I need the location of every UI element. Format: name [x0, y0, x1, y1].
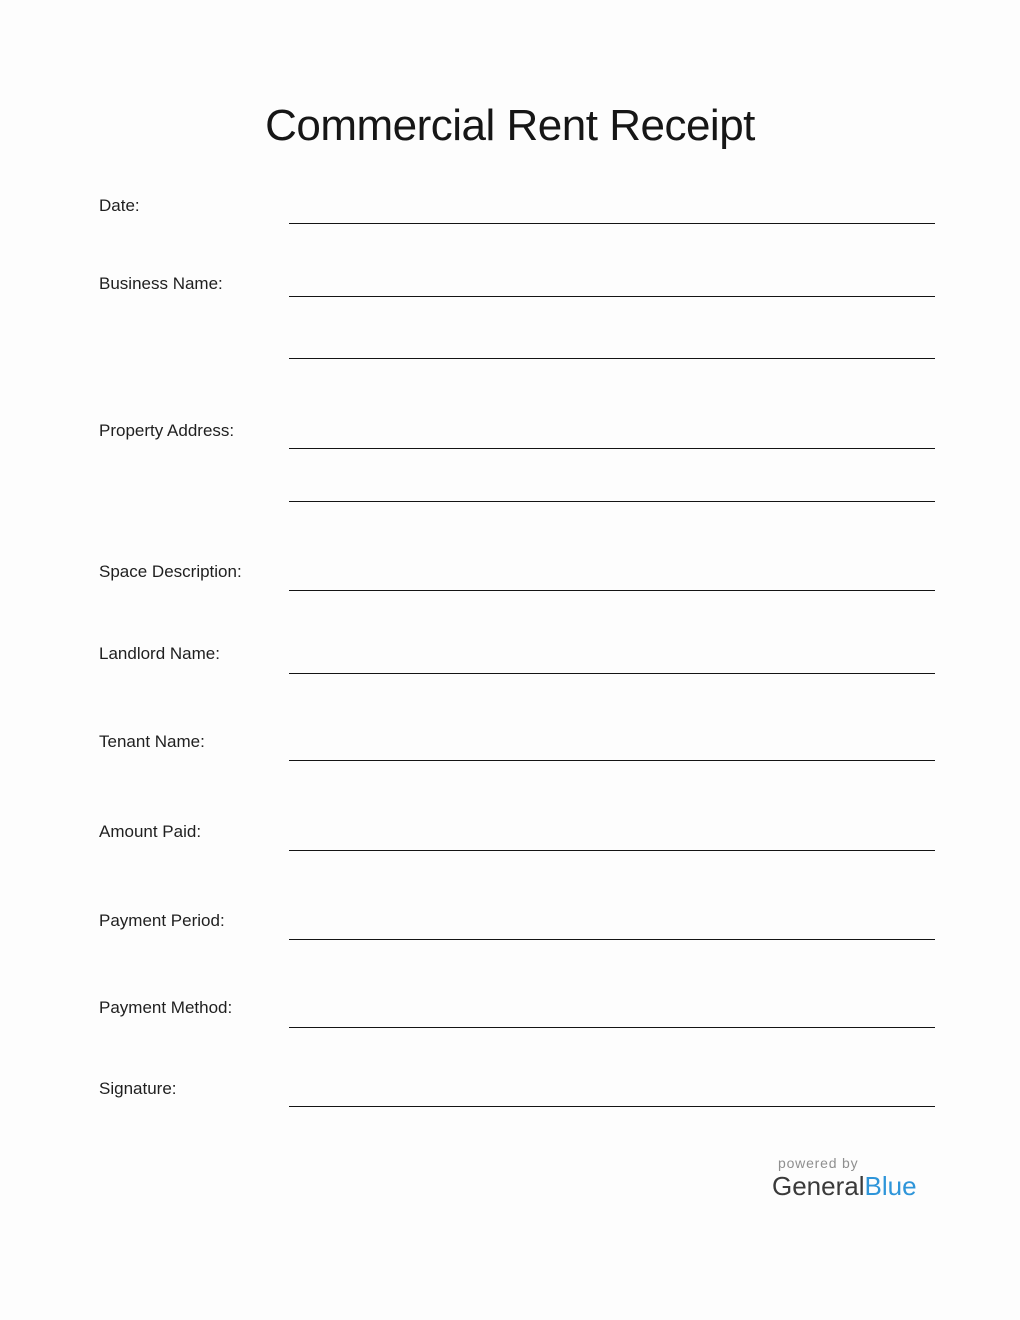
brand-blue-text: Blue: [864, 1171, 917, 1201]
field-line-property-address-2: [289, 501, 935, 502]
field-label-space-description: Space Description:: [99, 562, 242, 581]
page-title: Commercial Rent Receipt: [265, 101, 755, 150]
field-line-payment-period: [289, 939, 935, 940]
field-line-date: [289, 223, 935, 224]
field-label-tenant-name: Tenant Name:: [99, 732, 205, 751]
field-line-space-description: [289, 590, 935, 591]
field-line-signature: [289, 1106, 935, 1107]
field-line-property-address-1: [289, 448, 935, 449]
powered-by-text: powered by: [778, 1155, 859, 1171]
field-label-business-name: Business Name:: [99, 274, 223, 293]
footer-brand: [772, 1155, 937, 1199]
field-line-business-name-2: [289, 358, 935, 359]
field-label-signature: Signature:: [99, 1079, 177, 1098]
field-label-amount-paid: Amount Paid:: [99, 822, 202, 841]
brand-general-text: General: [772, 1171, 865, 1201]
field-label-payment-method: Payment Method:: [99, 998, 233, 1017]
field-label-payment-period: Payment Period:: [99, 911, 225, 930]
field-line-landlord-name: [289, 673, 935, 674]
field-line-business-name-1: [289, 296, 935, 297]
field-label-property-address: Property Address:: [99, 421, 235, 440]
field-line-payment-method: [289, 1027, 935, 1028]
field-line-tenant-name: [289, 760, 935, 761]
field-line-amount-paid: [289, 850, 935, 851]
field-label-date: Date:: [99, 196, 140, 215]
general-blue-logo: [772, 1173, 937, 1199]
field-label-landlord-name: Landlord Name:: [99, 644, 220, 663]
